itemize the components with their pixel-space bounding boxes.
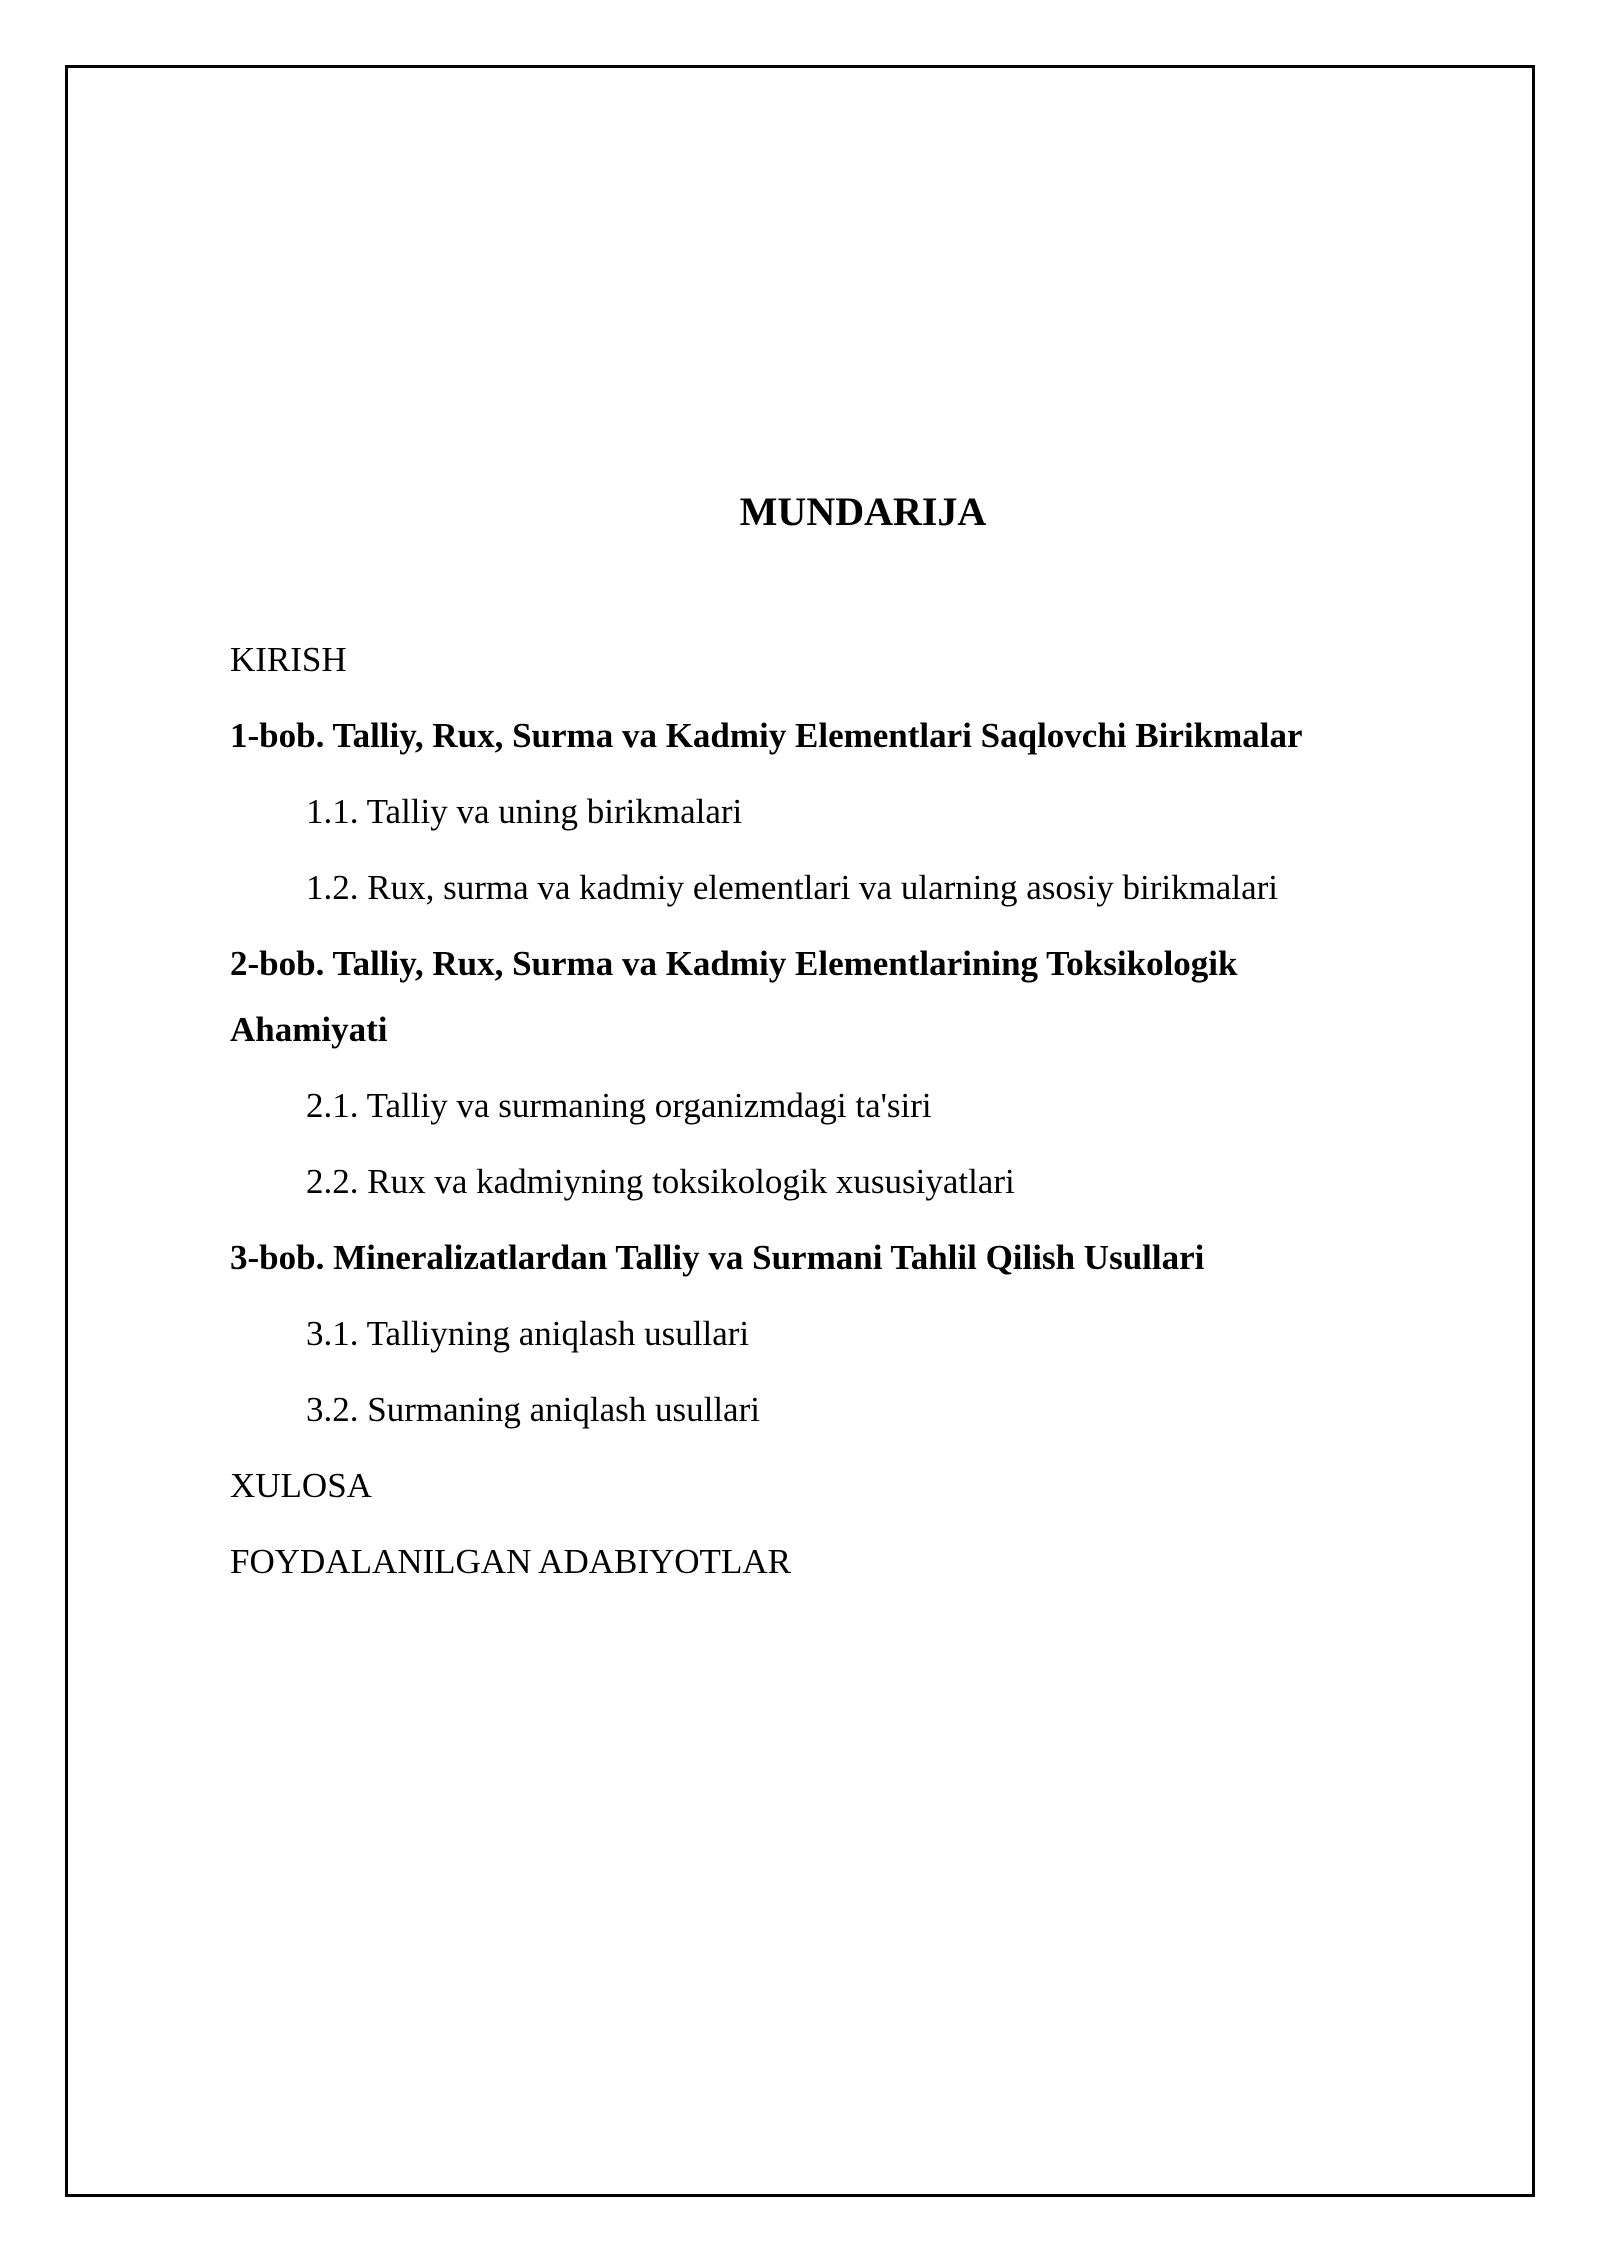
toc-entry-section-1-2: 1.2. Rux, surma va kadmiy elementlari va ularning asosiy birikmalari [306, 868, 1278, 907]
toc-entry-section-2-1: 2.1. Talliy va surmaning organizmdagi ta'siri [306, 1086, 932, 1125]
toc-entry-section-1-1: 1.1. Talliy va uning birikmalari [306, 792, 743, 831]
toc-entry-chapter-2: 2-bob. Talliy, Rux, Surma va Kadmiy Elementlarining Toksikologik Ahamiyati [230, 944, 1238, 1049]
toc-entry-conclusion: XULOSA [230, 1466, 372, 1505]
table-of-contents [230, 640, 1400, 1618]
toc-entry-chapter-1: 1-bob. Talliy, Rux, Surma va Kadmiy Elementlari Saqlovchi Birikmalar [230, 716, 1303, 755]
toc-entry-references: FOYDALANILGAN ADABIYOTLAR [230, 1542, 791, 1581]
toc-entry-section-3-1: 3.1. Talliyning aniqlash usullari [306, 1314, 750, 1353]
toc-entry-introduction: KIRISH [230, 640, 347, 679]
toc-entry-section-3-2: 3.2. Surmaning aniqlash usullari [306, 1390, 760, 1429]
toc-title: MUNDARIJA [739, 488, 987, 534]
toc-entry-section-2-2: 2.2. Rux va kadmiyning toksikologik xususiyatlari [306, 1162, 1015, 1201]
toc-entry-chapter-3: 3-bob. Mineralizatlardan Talliy va Surmani Tahlil Qilish Usullari [230, 1238, 1205, 1277]
